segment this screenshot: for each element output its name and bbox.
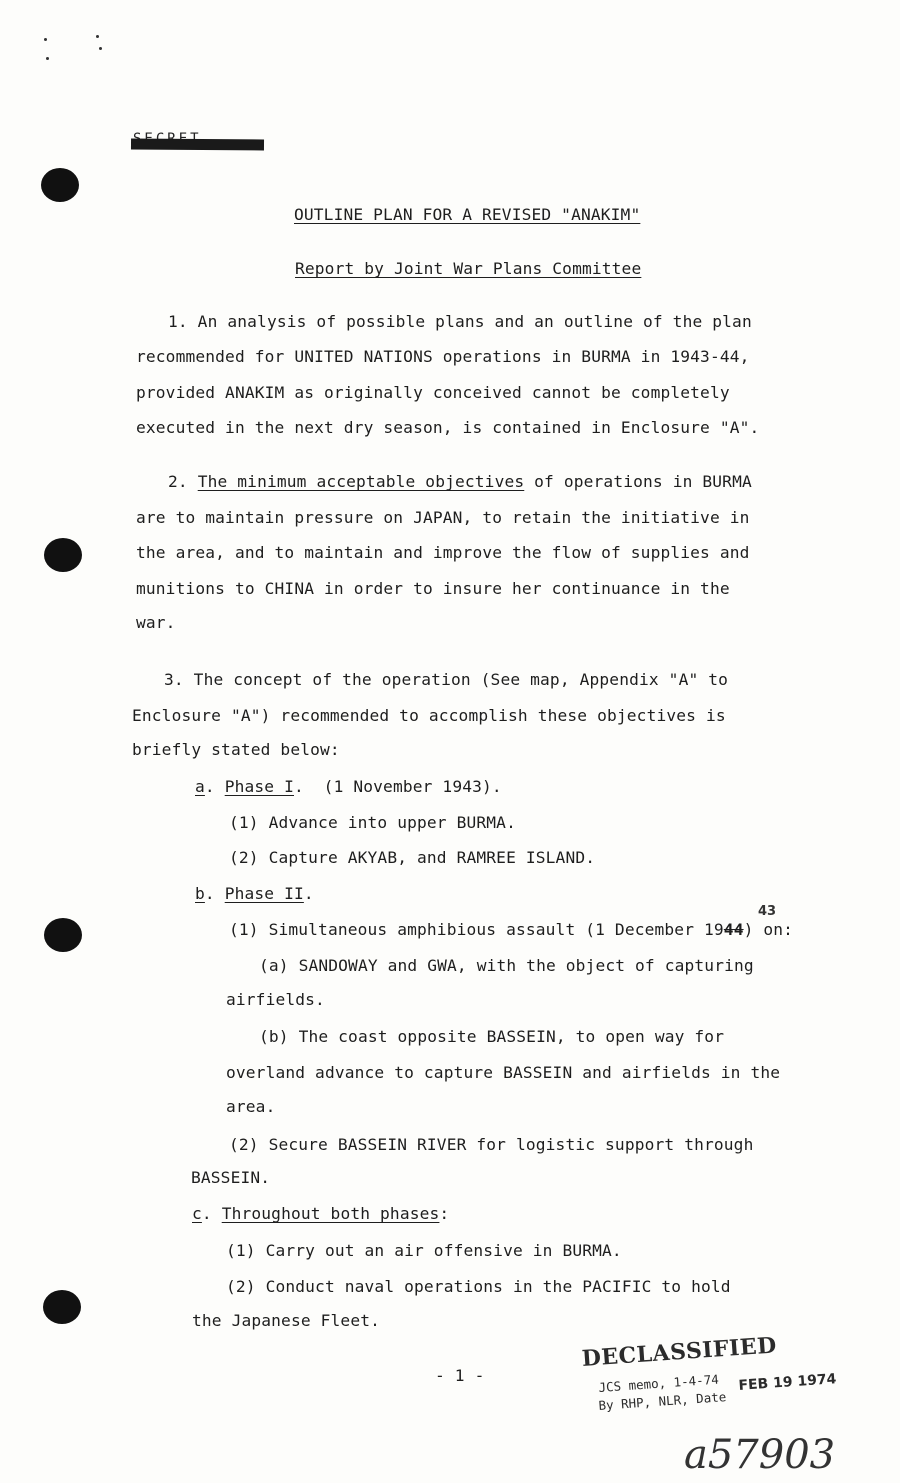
punch-hole [44,538,82,572]
redaction-bar [131,139,264,151]
para3-line: 3. The concept of the operation (See map, Appendix "A" to [164,670,729,689]
declassified-stamp [581,1332,778,1372]
phase2-item: (2) Secure BASSEIN RIVER for logistic support through [229,1135,754,1154]
phase-both-item: the Japanese Fleet. [192,1311,381,1330]
para3-line: briefly stated below: [132,740,340,759]
para1-line: recommended for UNITED NATIONS operations in BURMA in 1943-44, [136,347,750,366]
phase2-heading: b. Phase II. [195,884,314,903]
phase2-subitem: (b) The coast opposite BASSEIN, to open way for [259,1027,725,1046]
phase1-item: (1) Advance into upper BURMA. [229,813,516,832]
para2-line: munitions to CHINA in order to insure her continuance in the [136,579,730,598]
para2-line: the area, and to maintain and improve the flow of supplies and [136,543,750,562]
phase2-subitem: area. [226,1097,276,1116]
stamp-heading: DECLASSIFIED [581,1332,778,1372]
phase-both-heading: c. Throughout both phases: [192,1204,450,1223]
para2-line: are to maintain pressure on JAPAN, to retain the initiative in [136,508,750,527]
stamp-date: FEB 19 1974 [738,1371,837,1394]
speck-mark [46,57,49,60]
para2-underlined: The minimum acceptable objectives [197,472,525,491]
phase2-letter: b [195,884,205,903]
phase1-title: Phase I [224,777,294,796]
struck-year: 44 [723,920,744,939]
punch-hole [43,1290,81,1324]
para1-line: provided ANAKIM as originally conceived cannot be completely [136,383,730,402]
phase2-subitem: overland advance to capture BASSEIN and airfields in the [226,1063,781,1082]
phase1-item: (2) Capture AKYAB, and RAMREE ISLAND. [229,848,596,867]
page-number: - 1 - [435,1366,485,1385]
para2-number: 2. [168,472,188,491]
phase2-item-text: (1) Simultaneous amphibious assault (1 December 19 [229,920,724,939]
phase1-letter: a [195,777,205,796]
para3-line: Enclosure "A") recommended to accomplish these objectives is [132,706,726,725]
punch-hole [41,168,79,202]
handwritten-identifier: a57903 [684,1432,836,1478]
phase1-heading: a. Phase I. (1 November 1943). [195,777,502,796]
phase-both-title: Throughout both phases [221,1204,440,1223]
phase1-date: . (1 November 1943). [293,777,502,796]
speck-mark [44,38,47,41]
stamp-line: By RHP, NLR, Date [598,1389,727,1413]
phase-both-item: (1) Carry out an air offensive in BURMA. [226,1241,622,1260]
para1-line: 1. An analysis of possible plans and an outline of the plan [168,312,752,331]
phase2-title: Phase II [224,884,304,903]
para2-line [168,472,752,491]
phase-both-letter: c [192,1204,202,1223]
phase2-item-end: ) on: [743,920,794,939]
handwritten-correction: 43 [758,904,777,919]
document-subtitle: Report by Joint War Plans Committee [295,259,642,278]
speck-mark [96,35,99,38]
para1-line: executed in the next dry season, is contained in Enclosure "A". [136,418,760,437]
phase2-item [229,920,793,939]
para2-line: war. [136,613,176,632]
para2-rest: of operations in BURMA [524,472,752,491]
punch-hole [44,918,82,952]
phase2-subitem: (a) SANDOWAY and GWA, with the object of capturing [259,956,754,975]
stamp-line: JCS memo, 1-4-74 [598,1371,720,1395]
phase-both-rest: : [439,1204,450,1223]
phase2-rest: . [303,884,314,903]
speck-mark [99,47,102,50]
phase2-subitem: airfields. [226,990,325,1009]
phase2-item: BASSEIN. [191,1168,271,1187]
document-title: OUTLINE PLAN FOR A REVISED "ANAKIM" [294,205,641,224]
phase-both-item: (2) Conduct naval operations in the PACIFIC to hold [226,1277,731,1296]
